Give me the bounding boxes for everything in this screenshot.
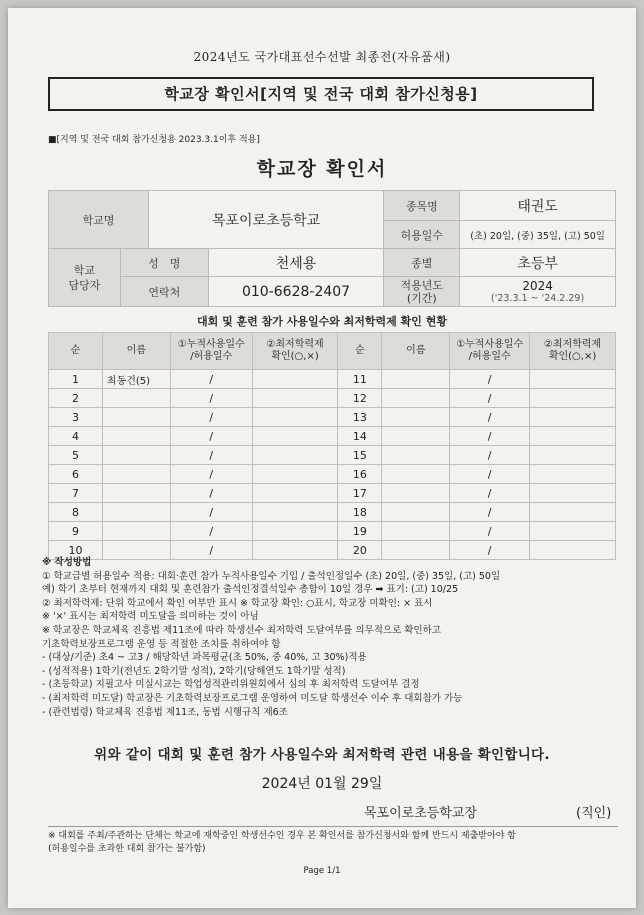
academic-check[interactable] (252, 446, 338, 465)
table-row (49, 522, 616, 541)
row-number: 10 (49, 541, 103, 560)
academic-check[interactable] (252, 484, 338, 503)
row-number: 1 (49, 370, 103, 389)
academic-check[interactable] (252, 389, 338, 408)
academic-check[interactable] (252, 408, 338, 427)
row-number: 18 (338, 503, 382, 522)
athlete-name (102, 522, 170, 541)
used-days: / (170, 427, 252, 446)
used-days: / (170, 484, 252, 503)
col-name-left: 이름 (102, 333, 170, 370)
row-number: 14 (338, 427, 382, 446)
confirmation-statement: 위와 같이 대회 및 훈련 참가 사용일수와 최저학력 관련 내용을 확인합니다. (94, 747, 550, 763)
athlete-name (382, 484, 450, 503)
row-number: 8 (49, 503, 103, 522)
instructions-heading: ※ 작성방법 (42, 557, 92, 568)
academic-check[interactable] (530, 389, 616, 408)
instruction-line: - (최저학력 미도달) 학교장은 기초학력보장프로그램 운영하여 미도달 학생선수 이수 후 대회참가 가능 (42, 692, 463, 704)
athlete-name (382, 370, 450, 389)
table-row (49, 484, 616, 503)
used-days: / (450, 427, 530, 446)
col-no-left: 순 (49, 333, 103, 370)
instruction-line: - (대상/기준) 초4 ~ 고3 / 해당학년 과목평균(초 50%, 중 40%, 고 30%)적용 (42, 652, 367, 664)
instruction-line: 예) 학기 초부터 현재까지 대회 및 훈련참가 출석인정결석일수 총합이 10일 경우 ➡ 표기: (고) 10/25 (42, 584, 459, 596)
status-table-title: 대회 및 훈련 참가 사용일수와 최저학력제 확인 현황 (197, 315, 447, 328)
school-name-label: 학교명 (49, 191, 149, 249)
used-days: / (450, 408, 530, 427)
used-days: / (170, 465, 252, 484)
academic-check[interactable] (252, 427, 338, 446)
contact-value: 010-6628-2407 (208, 277, 384, 307)
writing-instructions (42, 556, 622, 719)
academic-check[interactable] (252, 503, 338, 522)
row-number: 11 (338, 370, 382, 389)
row-number: 7 (49, 484, 103, 503)
school-name-value: 목포이로초등학교 (148, 191, 384, 249)
athlete-status-table (48, 332, 616, 560)
applied-year-cell (460, 277, 616, 307)
instruction-line: ② 최저학력제: 단위 학교에서 확인 여부만 표시 ※ 학교장 확인: ○표시, 학교장 미확인: × 표시 (42, 597, 433, 609)
used-days: / (450, 522, 530, 541)
official-seal-label: (직인) (576, 806, 612, 821)
allowed-days-label: 허용일수 (384, 221, 460, 249)
row-number: 3 (49, 408, 103, 427)
used-days: / (170, 370, 252, 389)
row-number: 13 (338, 408, 382, 427)
athlete-name: 최동건(5) (102, 370, 170, 389)
academic-check[interactable] (530, 465, 616, 484)
manager-name-label: 성 명 (120, 249, 208, 277)
document-title: 학교장 확인서 (256, 158, 388, 180)
submission-footnote: ※ 대회를 주최/주관하는 단체는 학교에 재학중인 학생선수인 경우 본 확인서를 참가신청서와 함께 반드시 제출받아야 함 (허용일수를 초과한 대회 참가는 불가함) (48, 826, 618, 856)
col-academic-right: ②최저학력제 확인(○,×) (530, 333, 616, 370)
row-number: 6 (49, 465, 103, 484)
instruction-line: - (관련법령) 학교체육 진흥법 제11조, 동법 시행규칙 제6조 (42, 706, 288, 718)
athlete-name (382, 446, 450, 465)
used-days: / (450, 370, 530, 389)
row-number: 12 (338, 389, 382, 408)
table-row (49, 370, 616, 389)
col-academic-left: ②최저학력제 확인(○,×) (252, 333, 338, 370)
row-number: 20 (338, 541, 382, 560)
used-days: / (170, 446, 252, 465)
table-row (49, 503, 616, 522)
athlete-name (382, 389, 450, 408)
athlete-name (382, 427, 450, 446)
athlete-name (102, 465, 170, 484)
athlete-name (102, 427, 170, 446)
category-value: 초등부 (460, 249, 616, 277)
used-days: / (450, 503, 530, 522)
row-number: 15 (338, 446, 382, 465)
applied-year-value: 2024 (522, 279, 553, 293)
col-days-right: ①누적사용일수 /허용일수 (450, 333, 530, 370)
athlete-name (102, 389, 170, 408)
row-number: 5 (49, 446, 103, 465)
used-days: / (450, 541, 530, 560)
athlete-name (102, 408, 170, 427)
instruction-line: ※ '×' 표시는 최저학력 미도달을 의미하는 것이 아님 (42, 611, 259, 623)
academic-check[interactable] (530, 446, 616, 465)
row-number: 17 (338, 484, 382, 503)
used-days: / (170, 503, 252, 522)
contact-label: 연락처 (120, 277, 208, 307)
table-row (49, 389, 616, 408)
event-label: 종목명 (384, 191, 460, 221)
school-manager-label: 학교 담당자 (49, 249, 121, 307)
applicability-notice: ■[지역 및 전국 대회 참가신청용 2023.3.1이후 적용] (48, 135, 260, 145)
page-number: Page 1/1 (303, 866, 341, 876)
col-days-left: ①누적사용일수 /허용일수 (170, 333, 252, 370)
document-paper (8, 8, 636, 908)
row-number: 16 (338, 465, 382, 484)
row-number: 4 (49, 427, 103, 446)
academic-check[interactable] (530, 503, 616, 522)
category-label: 종별 (384, 249, 460, 277)
allowed-days-value: (초) 20일, (중) 35일, (고) 50일 (460, 221, 616, 249)
instruction-line: - (성적적용) 1학기(전년도 2학기말 성적), 2학기(당해연도 1학기말 성적) (42, 665, 346, 677)
athlete-name (382, 408, 450, 427)
used-days: / (450, 465, 530, 484)
used-days: / (450, 389, 530, 408)
table-row (49, 446, 616, 465)
used-days: / (170, 408, 252, 427)
used-days: / (170, 389, 252, 408)
table-row (49, 408, 616, 427)
event-value: 태권도 (460, 191, 616, 221)
row-number: 2 (49, 389, 103, 408)
athlete-name (382, 503, 450, 522)
instruction-line: ※ 학교장은 학교체육 진흥법 제11조에 따라 학생선수 최저학력 도달여부를 의무적으로 확인하고 (42, 624, 441, 636)
col-no-right: 순 (338, 333, 382, 370)
principal-signature: 목포이로초등학교장 (364, 806, 478, 821)
row-number: 19 (338, 522, 382, 541)
instruction-line: - (초등학교) 지필고사 미실시교는 학업성적관리위원회에서 심의 후 최저학력 도달여부 결정 (42, 679, 420, 691)
competition-title: 2024년도 국가대표선수선발 최종전(자유품새) (193, 50, 451, 64)
academic-check[interactable] (530, 484, 616, 503)
athlete-name (102, 446, 170, 465)
used-days: / (170, 522, 252, 541)
academic-check[interactable] (530, 522, 616, 541)
academic-check[interactable] (530, 408, 616, 427)
athlete-name (102, 503, 170, 522)
academic-check[interactable] (252, 522, 338, 541)
used-days: / (450, 446, 530, 465)
col-name-right: 이름 (382, 333, 450, 370)
used-days: / (450, 484, 530, 503)
table-row (49, 465, 616, 484)
academic-check[interactable] (252, 465, 338, 484)
school-info-table (48, 190, 616, 307)
athlete-name (382, 522, 450, 541)
instruction-line: 기초학력보장프로그램 운영 등 적절한 조치를 취하여야 함 (42, 638, 281, 650)
applied-year-label: 적용년도 (기간) (384, 277, 460, 307)
table-row (49, 427, 616, 446)
used-days: / (170, 541, 252, 560)
row-number: 9 (49, 522, 103, 541)
athlete-name (102, 484, 170, 503)
issue-date: 2024년 01월 29일 (261, 776, 383, 792)
manager-name-value: 천세용 (208, 249, 384, 277)
athlete-name (382, 465, 450, 484)
academic-check[interactable] (252, 370, 338, 389)
instruction-line: ① 학교급별 허용일수 적용: 대회·훈련 참가 누적사용일수 기입 / 출석인정일수 (초) 20일, (중) 35일, (고) 50일 (42, 570, 501, 582)
academic-check[interactable] (530, 427, 616, 446)
academic-check[interactable] (530, 370, 616, 389)
document-banner: 학교장 확인서[지역 및 전국 대회 참가신청용] (48, 77, 594, 111)
applied-period-value: ('23.3.1 ~ '24.2.29) (491, 293, 585, 304)
